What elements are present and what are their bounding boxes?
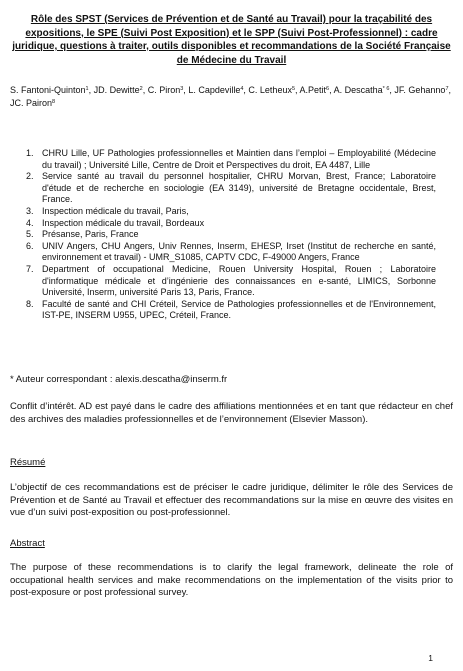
- affiliation-number: 8.: [26, 298, 34, 309]
- author-affiliation-mark: 2: [139, 86, 143, 92]
- abstract-heading: Abstract: [10, 538, 45, 549]
- affiliation-text: Inspection médicale du travail, Paris,: [42, 205, 189, 216]
- author-name: C. Letheux: [248, 85, 292, 95]
- affiliation-item: [26, 218, 436, 230]
- author-name: A. Descatha: [333, 85, 383, 95]
- affiliation-text: CHRU Lille, UF Pathologies professionnelles et Maintien dans l’emploi – Employabilité (Médecine du travail) ; Université Lille, Centre de Droit et Perspectives du droit, EA 4487, Lille: [42, 148, 436, 170]
- resume-text: L’objectif de ces recommandations est de préciser le cadre juridique, délimiter le rôle des Services de Prévention et de Santé au Travail et effectuer des recommandations sur la mise en œuvre des visites en vue d’un suivi post-exposition ou post-professionnel.: [10, 482, 453, 518]
- author-affiliation-mark: 3: [180, 86, 184, 92]
- affiliation-text: Présanse, Paris, France: [42, 229, 139, 240]
- affiliation-number: 7.: [26, 263, 34, 274]
- author-name: JC. Pairon: [10, 98, 53, 108]
- affiliation-text: UNIV Angers, CHU Angers, Univ Rennes, Inserm, EHESP, Irset (Institut de recherche en santé, environnement et travail) - UMR_S1085, CAPTV CDC, F-49000 Angers, France: [42, 240, 436, 263]
- affiliation-item: [26, 148, 436, 171]
- affiliation-number: 1.: [26, 148, 34, 158]
- affiliation-item: [26, 229, 436, 241]
- author-name: JF. Gehanno: [394, 85, 446, 95]
- resume-heading: Résumé: [10, 457, 46, 468]
- affiliation-list: [26, 148, 436, 322]
- author-affiliation-mark: 5: [291, 86, 296, 92]
- author-name: A.Petit: [299, 85, 327, 95]
- affiliation-text: Faculté de santé and CHI Créteil, Service de Pathologies professionnelles et de l'Environnement, IST-PE, INSERM U955, UPEC, Créteil, France.: [42, 298, 436, 321]
- author-affiliation-mark: 1: [85, 86, 89, 92]
- affiliation-item: [26, 299, 436, 322]
- affiliation-number: 2.: [26, 171, 34, 182]
- author-affiliation-mark: 6: [326, 86, 330, 92]
- affiliation-number: 5.: [26, 229, 34, 240]
- abstract-text: The purpose of these recommendations is to clarify the legal framework, delineate the role of occupational health services and make recommendations on the implementation of the visits prior to post-exposure or post professional survey.: [10, 562, 453, 598]
- affiliation-item: [26, 264, 436, 299]
- paper-title: Rôle des SPST (Services de Prévention et de Santé au Travail) pour la traçabilité des expositions, le SPE (Suivi Post Exposition) et le SPP (Suivi Post-Professionnel) : cadre juridique, questions à traiter, outils disponibles et recommandations de la Société Française de Médecine du Travail: [12, 14, 451, 66]
- affiliation-number: 6.: [26, 240, 34, 251]
- author-name: C. Piron: [147, 85, 181, 95]
- affiliation-number: 3.: [26, 205, 34, 216]
- affiliation-number: 4.: [26, 217, 34, 228]
- author-affiliation-mark: 8: [52, 99, 56, 105]
- corresponding-author: * Auteur correspondant : alexis.descatha@inserm.fr: [10, 374, 228, 385]
- conflict-of-interest: Conflit d’intérêt. AD est payé dans le cadre des affiliations mentionnées et en tant que rédacteur en chef des archives des maladies professionnelles et de l’environnement (Elsevier Masson).: [10, 401, 453, 425]
- page-number: 1: [428, 653, 433, 663]
- author-affiliation-mark: * 6: [382, 86, 390, 92]
- author-name: L. Capdeville: [188, 85, 241, 95]
- author-name: S. Fantoni-Quinton: [10, 85, 86, 95]
- author-list: S. Fantoni-Quinton$^1$, JD. Dewitte$^2$, C. Piron$^3$, L. Capdeville$^4$, C. Letheux$^5$, A.Petit$^6$, A. Descatha$^{* 6}$, JF. Gehanno$^7$, JC. Pairon$^8$: [10, 85, 452, 108]
- affiliation-item: [26, 241, 436, 264]
- affiliation-text: Department of occupational Medicine, Rouen University Hospital, Rouen ; Laboratoire d'informatique médicale et d’ingénierie des connaissances en e-santé, LIMICS, Sorbonne Université, Inserm, université Paris 13, Paris, France.: [42, 263, 436, 298]
- author-affiliation-mark: 4: [240, 86, 244, 92]
- affiliation-item: [26, 206, 436, 218]
- author-name: JD. Dewitte: [93, 85, 140, 95]
- author-affiliation-mark: 7: [445, 86, 449, 92]
- affiliation-item: [26, 171, 436, 206]
- affiliation-text: Inspection médicale du travail, Bordeaux: [42, 217, 205, 228]
- affiliation-text: Service santé au travail du personnel hospitalier, CHRU Morvan, Brest, France; Laboratoire d'étude et de recherche en sociologie (EA 3149), université de Bretagne occidentale, Brest, France.: [42, 171, 436, 205]
